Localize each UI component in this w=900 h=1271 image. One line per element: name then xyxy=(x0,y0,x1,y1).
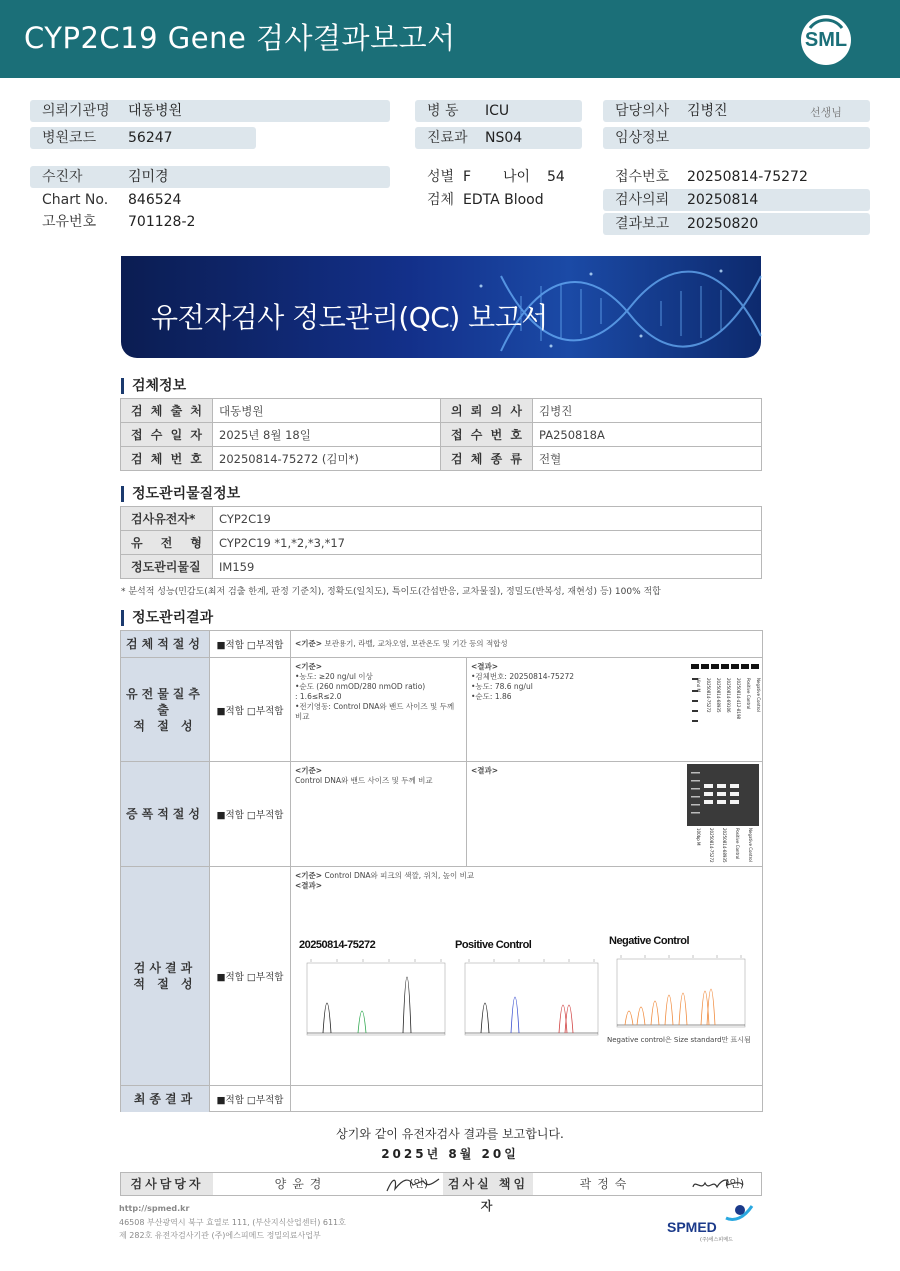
table-row xyxy=(121,399,762,423)
qc-material-table xyxy=(120,506,762,579)
spmed-logo-subtext: (주)에스피메드 xyxy=(700,1237,733,1243)
gene-value: CYP2C19 xyxy=(213,507,762,531)
gel-electrophoresis-icon xyxy=(687,660,759,760)
manager-label: 검사실 책임자 xyxy=(443,1173,533,1195)
chart3-title: Negative Control xyxy=(609,935,690,947)
extraction-criteria: <기준> •농도: ≥20 ng/ul 이상 •순도 (260 nmOD/280 nmOD ratio) : 1.6≤R≤2.0 •전기영동: Control DNA와 밴드 사이즈 및 두께 비교 xyxy=(291,658,467,761)
gel-band xyxy=(717,800,726,804)
plot-area xyxy=(617,959,745,1027)
gel-lane-label: 20250814-75272 xyxy=(709,828,714,863)
specimen-suitability-check: ■적합 □부적합 xyxy=(210,631,291,657)
extraction-result: <결과> •검체번호: 20250814-75272 •농도: 78.6 ng/ul •순도: 1.86 xyxy=(471,662,575,701)
footer-license: 제 282호 유전자검사기관 (주)에스피메드 정밀의료사업부 xyxy=(119,1231,321,1240)
specimen-no-value: 20250814-75272 (김미*) xyxy=(213,447,441,471)
conclusion-text: 상기와 같이 유전자검사 결과를 보고합니다. xyxy=(336,1127,564,1141)
gel-band xyxy=(731,664,739,669)
specimen-suitability-row xyxy=(121,631,762,658)
unique-id-label: 고유번호 xyxy=(42,214,97,230)
gel-electrophoresis-icon xyxy=(687,764,759,864)
gene-label: 검사유전자* xyxy=(121,507,213,531)
footer-address: 46508 부산광역시 북구 효열로 111, (부산지식산업센터) 611호 xyxy=(119,1218,346,1227)
table-row xyxy=(121,423,762,447)
gel-band xyxy=(704,800,713,804)
specimen-field xyxy=(415,189,595,211)
plot-area xyxy=(307,963,445,1035)
result-suitability-check: ■적합 □부적합 xyxy=(210,867,291,1085)
specimen-suitability-criteria: <기준> 보관용기, 라벨, 교차오염, 보관온도 및 기간 등의 적합성 xyxy=(295,639,508,648)
performance-note: * 분석적 성능(민감도(최저 검출 한계, 판정 기준치), 정확도(일치도), 특이도(간섭반응, 교차물질), 정밀도(반복성, 재현성) 등) 100% 적합 xyxy=(121,587,661,597)
request-date-label: 검사의뢰 xyxy=(615,192,670,208)
logo-text: SML xyxy=(804,29,848,51)
gel-lane-label: Negative Control xyxy=(756,678,761,712)
gel-band xyxy=(717,792,726,796)
table-row xyxy=(121,507,762,531)
gel-band xyxy=(704,792,713,796)
source-label: 검 체 출 처 xyxy=(121,399,213,423)
gel-band xyxy=(704,784,713,788)
electropherogram-chart xyxy=(297,957,447,1039)
gel-lane-label: 20250814-412-8198 xyxy=(736,678,741,720)
marker-band xyxy=(691,772,700,774)
doctor-suffix: 선생님 xyxy=(810,106,842,119)
patient-name-field xyxy=(30,166,390,188)
marker-band xyxy=(692,710,698,712)
chart2-title: Positive Control xyxy=(455,939,532,951)
hospital-code-value: 56247 xyxy=(128,130,173,146)
requester-label: 의 뢰 의 사 xyxy=(441,399,533,423)
receipt-field xyxy=(603,166,870,188)
patient-name-label: 수진자 xyxy=(42,169,83,185)
plot-area xyxy=(465,963,598,1035)
specimen-info-title: 검체정보 xyxy=(121,378,186,394)
electropherogram-negative xyxy=(607,935,757,1055)
manager-name: 곽정숙 xyxy=(579,1177,633,1191)
marker-band xyxy=(691,796,700,798)
doctor-label: 담당의사 xyxy=(615,103,670,119)
dept-label: 진료과 xyxy=(427,130,468,146)
report-date-field xyxy=(603,213,870,235)
specimen-type-label: 검 체 종 류 xyxy=(441,447,533,471)
marker-band xyxy=(691,788,700,790)
institution-value: 대동병원 xyxy=(128,103,183,119)
specimen-value: EDTA Blood xyxy=(463,192,544,208)
ward-label: 병 동 xyxy=(427,103,459,119)
sex-age-field xyxy=(415,166,595,188)
qc-banner xyxy=(121,256,761,358)
gel-band xyxy=(717,784,726,788)
ward-value: ICU xyxy=(485,103,510,119)
negative-control-note: Negative control은 Size standard만 표시됨 xyxy=(607,1036,751,1044)
qc-result-title: 정도관리결과 xyxy=(121,610,213,626)
genotype-value: CYP2C19 *1,*2,*3,*17 xyxy=(213,531,762,555)
gel-lane-label: Positive Control xyxy=(746,678,751,710)
marker-band xyxy=(692,700,698,702)
specimen-label: 검체 xyxy=(427,192,455,208)
date-value: 2025년 8월 18일 xyxy=(213,423,441,447)
qc-result-table xyxy=(120,630,763,1112)
table-row xyxy=(121,531,762,555)
amplification-gel-image xyxy=(687,764,759,864)
examiner-name: 양윤경 xyxy=(274,1177,328,1191)
unique-id-field xyxy=(30,211,390,233)
receipt-no-value: PA250818A xyxy=(533,423,762,447)
report-date-value: 20250820 xyxy=(687,216,759,232)
gel-band xyxy=(730,800,739,804)
gel-band xyxy=(701,664,709,669)
hospital-code-label: 병원코드 xyxy=(42,130,97,146)
spmed-logo-icon xyxy=(724,1200,754,1226)
result-suitability-criteria: <기준> Control DNA와 피크의 색깔, 위치, 높이 비교 <결과> xyxy=(295,871,475,890)
institution-label: 의뢰기관명 xyxy=(42,103,110,119)
requester-value: 김병진 xyxy=(533,399,762,423)
gel-lane-label: 20250814-68935 xyxy=(716,678,721,713)
extraction-check: ■적합 □부적합 xyxy=(210,658,291,761)
sml-logo xyxy=(798,12,854,68)
institution-field xyxy=(30,100,390,122)
receipt-label: 접수번호 xyxy=(615,169,670,185)
specimen-info-table xyxy=(120,398,762,471)
gel-lane-label: 20250814-68935 xyxy=(722,828,727,863)
footer-url[interactable]: http://spmed.kr xyxy=(119,1204,190,1213)
marker-band xyxy=(692,720,698,722)
gel-lane-label: 20250814-69106 xyxy=(726,678,731,713)
chart1-title: 20250814-75272 xyxy=(299,939,376,951)
gel-band xyxy=(721,664,729,669)
gel-lane-label: Hind M xyxy=(696,678,701,692)
clinical-field xyxy=(603,127,870,149)
examiner-seal: (인) xyxy=(409,1177,429,1190)
ward-field xyxy=(415,100,582,122)
extraction-label: 유전물질추출 적 절 성 xyxy=(121,658,210,761)
genotype-label: 유 전 형 xyxy=(121,531,213,555)
report-date-label: 결과보고 xyxy=(615,216,670,232)
specimen-suitability-label: 검체적절성 xyxy=(121,631,210,657)
request-date-value: 20250814 xyxy=(687,192,759,208)
gel-lane-label: Positive Control xyxy=(735,828,740,860)
doctor-value: 김병진 xyxy=(687,103,728,119)
gel-lane-label: 100bp M xyxy=(696,828,701,846)
final-result-row xyxy=(121,1086,762,1112)
patient-name-value: 김미경 xyxy=(128,169,169,185)
amplification-label: 증폭적절성 xyxy=(121,762,210,866)
final-result-label: 최종결과 xyxy=(121,1086,210,1112)
marker-band xyxy=(691,804,700,806)
dept-value: NS04 xyxy=(485,130,523,146)
gel-band xyxy=(741,664,749,669)
age-label: 나이 xyxy=(503,169,531,185)
amplification-criteria: <기준> Control DNA와 밴드 사이즈 및 두께 비교 xyxy=(291,762,467,866)
extraction-gel-image xyxy=(687,660,759,760)
source-value: 대동병원 xyxy=(213,399,441,423)
specimen-no-label: 검 체 번 호 xyxy=(121,447,213,471)
manager-seal: (인) xyxy=(725,1177,745,1190)
dept-field xyxy=(415,127,582,149)
report-title: CYP2C19 Gene 검사결과보고서 xyxy=(24,21,456,55)
unique-id-value: 701128-2 xyxy=(128,214,196,230)
material-label: 정도관리물질 xyxy=(121,555,213,579)
gel-band xyxy=(691,664,699,669)
amplification-result: <결과> xyxy=(471,766,499,775)
material-value: IM159 xyxy=(213,555,762,579)
gel-lane-label: Negative Control xyxy=(748,828,753,862)
marker-band xyxy=(691,812,700,814)
electropherogram-positive xyxy=(455,939,600,1039)
qc-material-title: 정도관리물질정보 xyxy=(121,486,240,502)
marker-band xyxy=(691,780,700,782)
request-date-field xyxy=(603,189,870,211)
receipt-no-label: 접 수 번 호 xyxy=(441,423,533,447)
conclusion-date: 2025년 8월 20일 xyxy=(381,1147,519,1161)
gel-band xyxy=(711,664,719,669)
final-result-check: ■적합 □부적합 xyxy=(210,1086,291,1112)
gel-lane-label: 20250814-75272 xyxy=(706,678,711,713)
electropherogram-sample xyxy=(297,939,447,1039)
chart-no-value: 846524 xyxy=(128,192,182,208)
result-suitability-row xyxy=(121,867,762,1086)
electropherogram-chart xyxy=(455,957,600,1039)
hospital-code-field xyxy=(30,127,256,149)
examiner-label: 검사담당자 xyxy=(121,1173,213,1195)
age-value: 54 xyxy=(547,169,565,185)
gel-band xyxy=(730,784,739,788)
electropherogram-chart xyxy=(607,953,747,1031)
gel-band xyxy=(751,664,759,669)
receipt-value: 20250814-75272 xyxy=(687,169,808,185)
clinical-label: 임상정보 xyxy=(615,130,670,146)
table-row xyxy=(121,447,762,471)
specimen-type-value: 전혈 xyxy=(533,447,762,471)
report-header xyxy=(0,0,900,78)
amplification-row xyxy=(121,762,762,867)
date-label: 접 수 일 자 xyxy=(121,423,213,447)
sex-label: 성별 xyxy=(427,169,455,185)
result-suitability-label: 검사결과 적 절 성 xyxy=(121,867,210,1085)
banner-title: 유전자검사 정도관리(QC) 보고서 xyxy=(151,301,548,334)
amplification-check: ■적합 □부적합 xyxy=(210,762,291,866)
chart-no-field xyxy=(30,189,390,211)
table-row xyxy=(121,555,762,579)
gel-band xyxy=(730,792,739,796)
spmed-logo-text: SPMED xyxy=(667,1219,717,1235)
extraction-row xyxy=(121,658,762,762)
chart-no-label: Chart No. xyxy=(42,192,109,208)
sex-value: F xyxy=(463,169,472,185)
